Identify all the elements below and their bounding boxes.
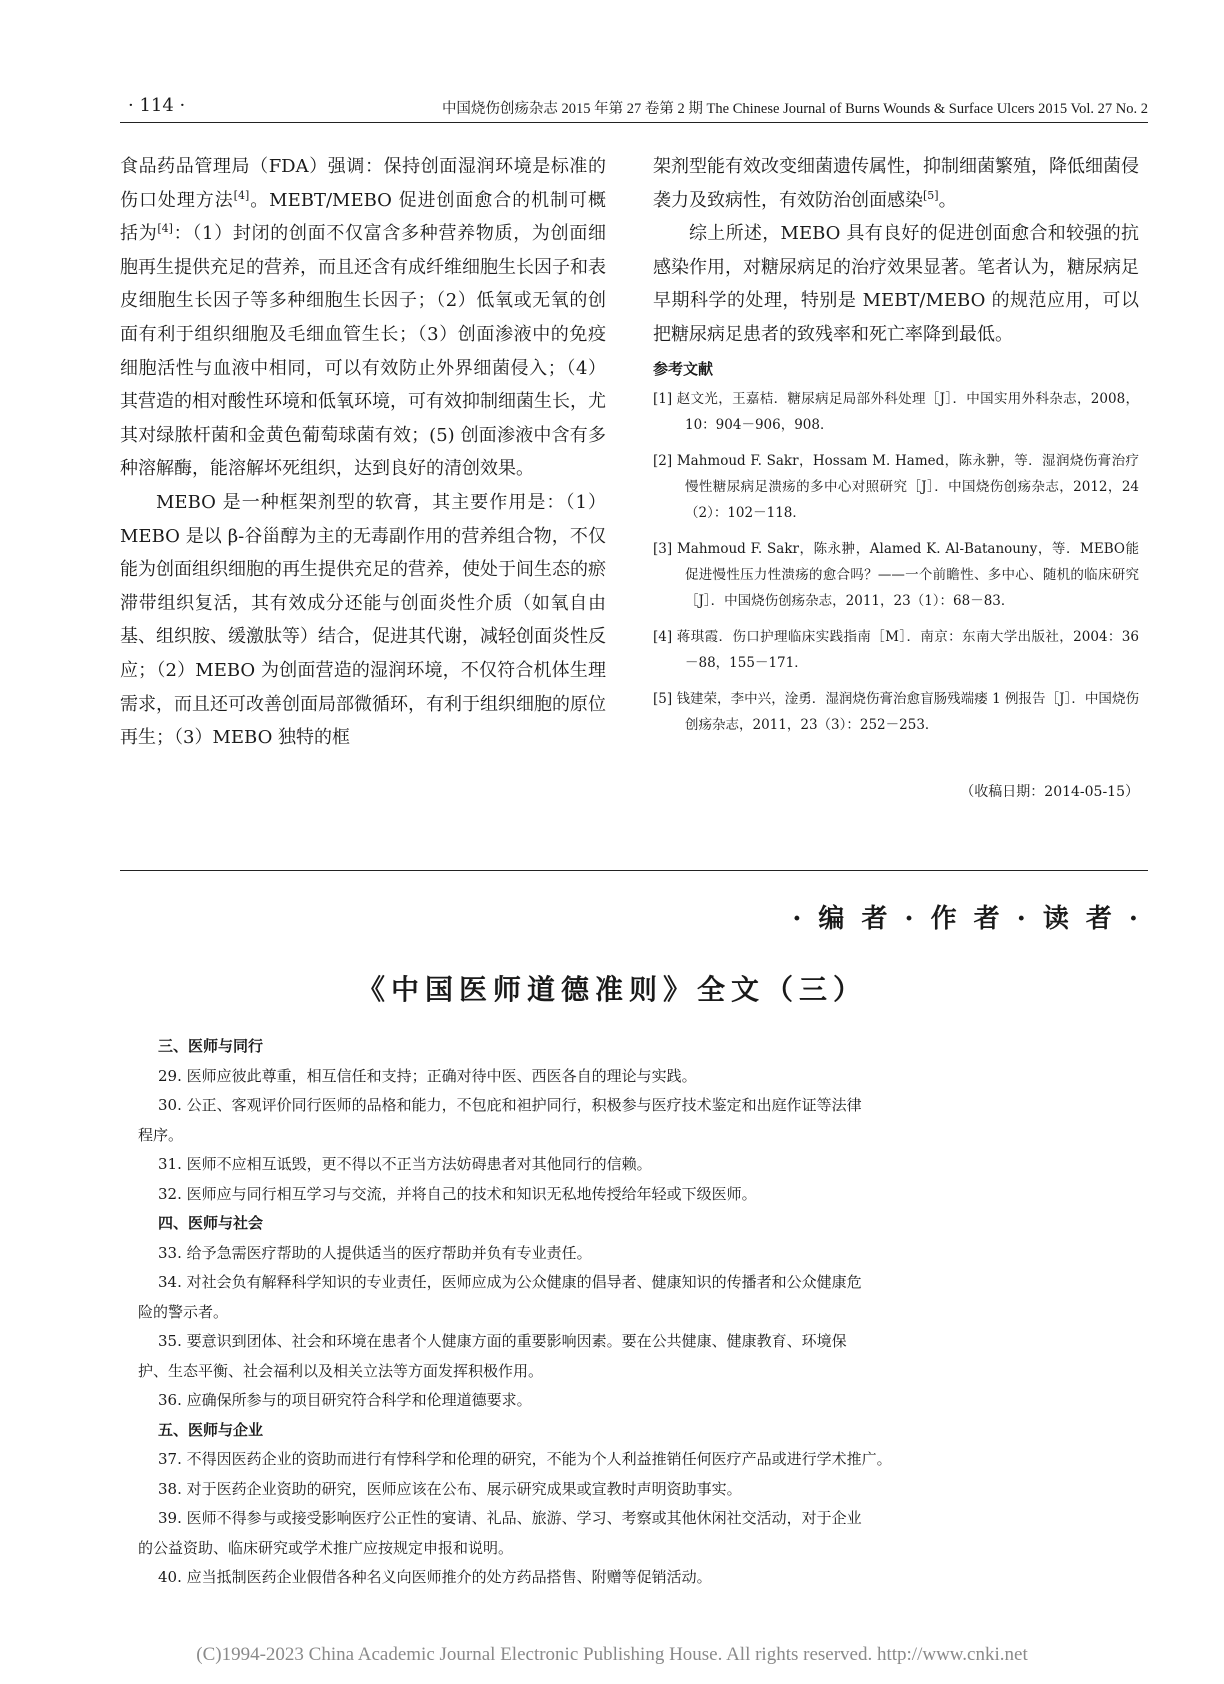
running-header <box>120 92 1148 123</box>
section-heading: 五、医师与企业 <box>158 1420 264 1439</box>
article-body <box>138 1032 1126 1593</box>
reference-item: [4] 蒋琪霞．伤口护理临床实践指南［M］．南京：东南大学出版社，2004：36－88，155－171． <box>653 628 1139 671</box>
citation[interactable]: [4] <box>157 222 173 236</box>
citation[interactable]: [4] <box>233 188 250 202</box>
list-item: 39. 医师不得参与或接受影响医疗公正性的宴请、礼品、旅游、学习、考察或其他休闲社交活动，对于企业 的公益资助、临床研究或学术推广应按规定申报和说明。 <box>138 1509 862 1557</box>
right-column <box>653 150 1139 809</box>
article-title: 《中国医师道德准则》全文（三） <box>356 973 867 1006</box>
reference-item: [3] Mahmoud F. Sakr，陈永翀，Alamed K. Al-Batanouny，等．MEBO能促进慢性压力性溃疡的愈合吗？——一个前瞻性、多中心、随机的临床研究［J］．中国烧伤创疡杂志，2011，23（1）：68－83． <box>653 540 1139 609</box>
list-item: 29. 医师应彼此尊重，相互信任和支持；正确对待中医、西医各自的理论与实践。 <box>158 1066 697 1085</box>
paragraph: 综上所述，MEBO 具有良好的促进创面愈合和较强的抗感染作用，对糖尿病足的治疗效果显著。笔者认为，糖尿病足早期科学的处理，特别是 MEBT/MEBO 的规范应用，可以把糖尿病足患者的致残率和死亡率降到最低。 <box>653 223 1139 345</box>
list-item: 36. 应确保所参与的项目研究符合科学和伦理道德要求。 <box>158 1391 532 1409</box>
column-label: · 编 者 · 作 者 · 读 者 · <box>792 904 1142 934</box>
list-item: 34. 对社会负有解释科学知识的专业责任，医师应成为公众健康的倡导者、健康知识的传播者和公众健康危 险的警示者。 <box>138 1273 862 1321</box>
reference-item: [2] Mahmoud F. Sakr，Hossam M. Hamed，陈永翀，等．湿润烧伤膏治疗慢性糖尿病足溃疡的多中心对照研究［J］．中国烧伤创疡杂志，2012，24（2）：102－118． <box>653 452 1139 521</box>
paragraph: 架剂型能有效改变细菌遗传属性，抑制细菌繁殖，降低细菌侵袭力及致病性，有效防治创面感染[5]。 <box>653 156 1139 211</box>
references-heading: 参考文献 <box>653 359 714 378</box>
received-date: （收稿日期：2014-05-15） <box>960 783 1139 800</box>
list-item: 30. 公正、客观评价同行医师的品格和能力，不包庇和袒护同行，积极参与医疗技术鉴定和出庭作证等法律 程序。 <box>138 1096 862 1144</box>
left-column <box>120 150 606 850</box>
list-item: 38. 对于医药企业资助的研究，医师应该在公布、展示研究成果或宣教时声明资助事实。 <box>158 1479 742 1498</box>
list-item: 40. 应当抵制医药企业假借各种名义向医师推介的处方药品搭售、附赠等促销活动。 <box>158 1568 712 1586</box>
list-item: 37. 不得因医药企业的资助而进行有悖科学和伦理的研究，不能为个人利益推销任何医疗产品或进行学术推广。 <box>158 1450 892 1468</box>
section-divider <box>120 870 1148 871</box>
reference-item: [5] 钱建荣，李中兴，淦勇．湿润烧伤膏治愈盲肠残端瘘 1 例报告［J］．中国烧伤创疡杂志，2011，23（3）：252－253． <box>653 690 1139 733</box>
section-heading: 四、医师与社会 <box>158 1214 264 1232</box>
paragraph: 食品药品管理局（FDA）强调：保持创面湿润环境是标准的伤口处理方法[4]。MEBT/MEBO 促进创面愈合的机制可概括为[4]：（1）封闭的创面不仅富含多种营养物质，为创面细胞再生提供充足的营养，而且还含有成纤维细胞生长因子和表皮细胞生长因子等多种细胞生长因子；（2）低氧或无氧的创面有利于组织细胞及毛细血管生长；（3）创面渗液中的免疫细胞活性与血液中相同，可以有效防止外界细菌侵入；（4）其营造的相对酸性环境和低氧环境，可有效抑制细菌生长，尤其对绿脓杆菌和金黄色葡萄球菌有效；(5) 创面渗液中含有多种溶解酶，能溶解坏死组织，达到良好的清创效果。 <box>120 156 607 480</box>
page-number: · 114 · <box>128 95 186 116</box>
list-item: 35. 要意识到团体、社会和环境在患者个人健康方面的重要影响因素。要在公共健康、健康教育、环境保 护、生态平衡、社会福利以及相关立法等方面发挥积极作用。 <box>138 1332 847 1380</box>
copyright-watermark: (C)1994-2023 China Academic Journal Electronic Publishing House. All rights reserved. http://www.cnki.net <box>196 1644 1028 1665</box>
reference-item: [1] 赵文光，王嘉桔．糖尿病足局部外科处理［J］．中国实用外科杂志，2008，10：904－906，908． <box>653 390 1139 433</box>
journal-citation: 中国烧伤创疡杂志 2015 年第 27 卷第 2 期 The Chinese Journal of Burns Wounds & Surface Ulcers 2015 Vol. 27 No. 2 <box>441 101 1148 117</box>
section-heading: 三、医师与同行 <box>158 1037 264 1055</box>
list-item: 33. 给予急需医疗帮助的人提供适当的医疗帮助并负有专业责任。 <box>158 1243 592 1262</box>
paragraph: MEBO 是一种框架剂型的软膏，其主要作用是：（1）MEBO 是以 β-谷甾醇为主的无毒副作用的营养组合物，不仅能为创面组织细胞的再生提供充足的营养，使处于间生态的瘀滞带组织复活，其有效成分还能与创面炎性介质（如氧自由基、组织胺、缓激肽等）结合，促进其代谢，减轻创面炎性反应；（2）MEBO 为创面营造的湿润环境，不仅符合机体生理需求，而且还可改善创面局部微循环，有利于组织细胞的原位再生；（3）MEBO 独特的框 <box>120 491 606 749</box>
citation[interactable]: [5] <box>923 188 939 202</box>
list-item: 31. 医师不应相互诋毁，更不得以不正当方法妨碍患者对其他同行的信赖。 <box>158 1155 652 1173</box>
reference-list <box>653 386 1139 738</box>
list-item: 32. 医师应与同行相互学习与交流，并将自己的技术和知识无私地传授给年轻或下级医师。 <box>158 1184 757 1203</box>
